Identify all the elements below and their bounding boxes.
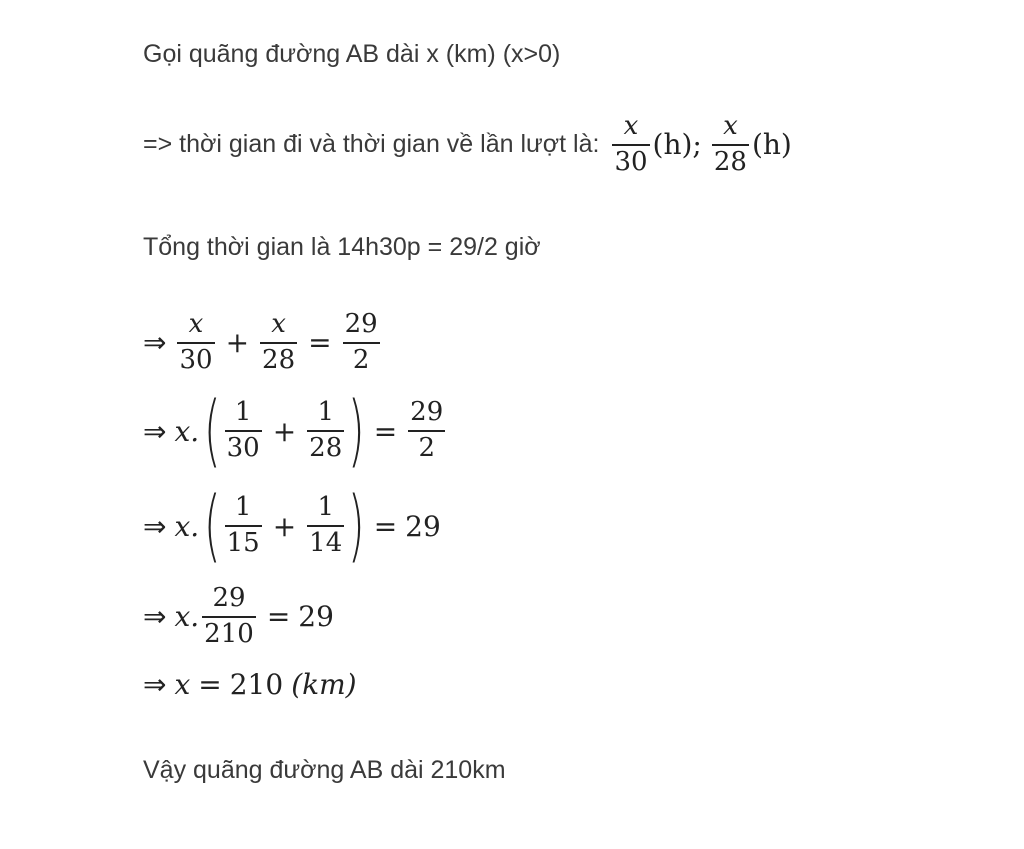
- implies-symbol: ⇒: [143, 414, 167, 448]
- equation-line-3: [143, 481, 441, 571]
- fraction-denominator: 28: [309, 433, 343, 463]
- open-paren: (: [204, 481, 221, 571]
- fraction-numerator: x: [271, 309, 286, 339]
- equation-line-1: [143, 310, 383, 376]
- equals-operator: =: [373, 509, 398, 543]
- fraction-bar: [307, 525, 344, 527]
- variable-x: x.: [174, 600, 200, 634]
- fraction-denominator: 30: [614, 146, 648, 177]
- result-value: 29: [405, 509, 441, 543]
- open-paren: (: [204, 386, 221, 476]
- close-paren: ): [348, 386, 365, 476]
- intro-text: Gọi quãng đường AB dài x (km) (x>0): [143, 40, 561, 68]
- fraction-numerator: x: [623, 111, 639, 141]
- time-line: [143, 112, 792, 178]
- fraction-bar: [260, 342, 297, 344]
- variable-x: x.: [174, 414, 200, 448]
- fraction: [225, 398, 262, 464]
- implies-symbol: ⇒: [143, 509, 167, 543]
- fraction-denominator: 15: [226, 528, 260, 558]
- equation-line-5: [143, 668, 357, 701]
- equation-line-4: [143, 584, 334, 650]
- fraction-bar: [408, 430, 445, 432]
- fraction-bar: [225, 430, 262, 432]
- plus-operator: +: [272, 509, 297, 543]
- fraction-bar: [225, 525, 262, 527]
- fraction-denominator: 14: [309, 528, 343, 558]
- equals-operator: =: [266, 600, 291, 634]
- fraction-numerator: 1: [234, 492, 252, 523]
- fraction-numerator: 29: [344, 309, 378, 339]
- fraction-numerator: x: [723, 111, 738, 141]
- fraction-denominator: 30: [179, 344, 213, 375]
- fraction-bar: [712, 144, 749, 146]
- fraction: [260, 310, 297, 376]
- fraction-bar: [177, 342, 214, 344]
- fraction-denominator: 2: [418, 433, 435, 463]
- fraction: [307, 493, 344, 559]
- fraction-numerator: x: [188, 309, 204, 339]
- equals-operator: =: [373, 414, 398, 448]
- fraction-bar: [307, 430, 344, 432]
- variable-x: x.: [174, 509, 200, 543]
- time-formula: [609, 112, 791, 178]
- fraction: [712, 112, 749, 178]
- fraction: [612, 112, 649, 178]
- equation-line-2: [143, 386, 448, 476]
- equals-operator: =: [198, 668, 222, 701]
- equals-operator: =: [308, 326, 332, 360]
- conclusion-text: Vậy quãng đường AB dài 210km: [143, 756, 506, 784]
- unit-label: (h): [751, 127, 792, 161]
- unit-label: (km): [291, 668, 357, 701]
- fraction: [177, 310, 214, 376]
- fraction-denominator: 30: [226, 433, 260, 463]
- fraction-denominator: 210: [204, 618, 254, 649]
- fraction-numerator: 1: [317, 397, 334, 428]
- implies-symbol: ⇒: [143, 326, 167, 360]
- fraction-numerator: 29: [212, 583, 246, 613]
- fraction-bar: [343, 342, 380, 344]
- implies-symbol: ⇒: [143, 668, 167, 701]
- result-value: 29: [298, 600, 334, 634]
- fraction-bar: [612, 144, 649, 146]
- plus-operator: +: [225, 326, 250, 360]
- fraction: [307, 398, 344, 464]
- fraction-numerator: 29: [410, 397, 444, 428]
- result-value: 210: [229, 668, 284, 701]
- fraction: [202, 584, 256, 650]
- close-paren: ): [348, 481, 365, 571]
- fraction-denominator: 2: [352, 344, 370, 375]
- time-line-prefix: => thời gian đi và thời gian về lần lượt là:: [143, 130, 600, 159]
- total-time-text: Tổng thời gian là 14h30p = 29/2 giờ: [143, 233, 541, 261]
- fraction-bar: [202, 616, 256, 618]
- implies-symbol: ⇒: [143, 600, 167, 634]
- fraction-numerator: 1: [234, 397, 252, 428]
- fraction: [408, 398, 445, 464]
- fraction-denominator: 28: [262, 344, 296, 375]
- fraction: [225, 493, 262, 559]
- unit-label: (h);: [652, 127, 702, 161]
- fraction-numerator: 1: [317, 492, 334, 523]
- fraction-denominator: 28: [713, 146, 747, 177]
- plus-operator: +: [272, 414, 297, 448]
- fraction: [343, 310, 380, 376]
- variable-x: x: [174, 668, 191, 701]
